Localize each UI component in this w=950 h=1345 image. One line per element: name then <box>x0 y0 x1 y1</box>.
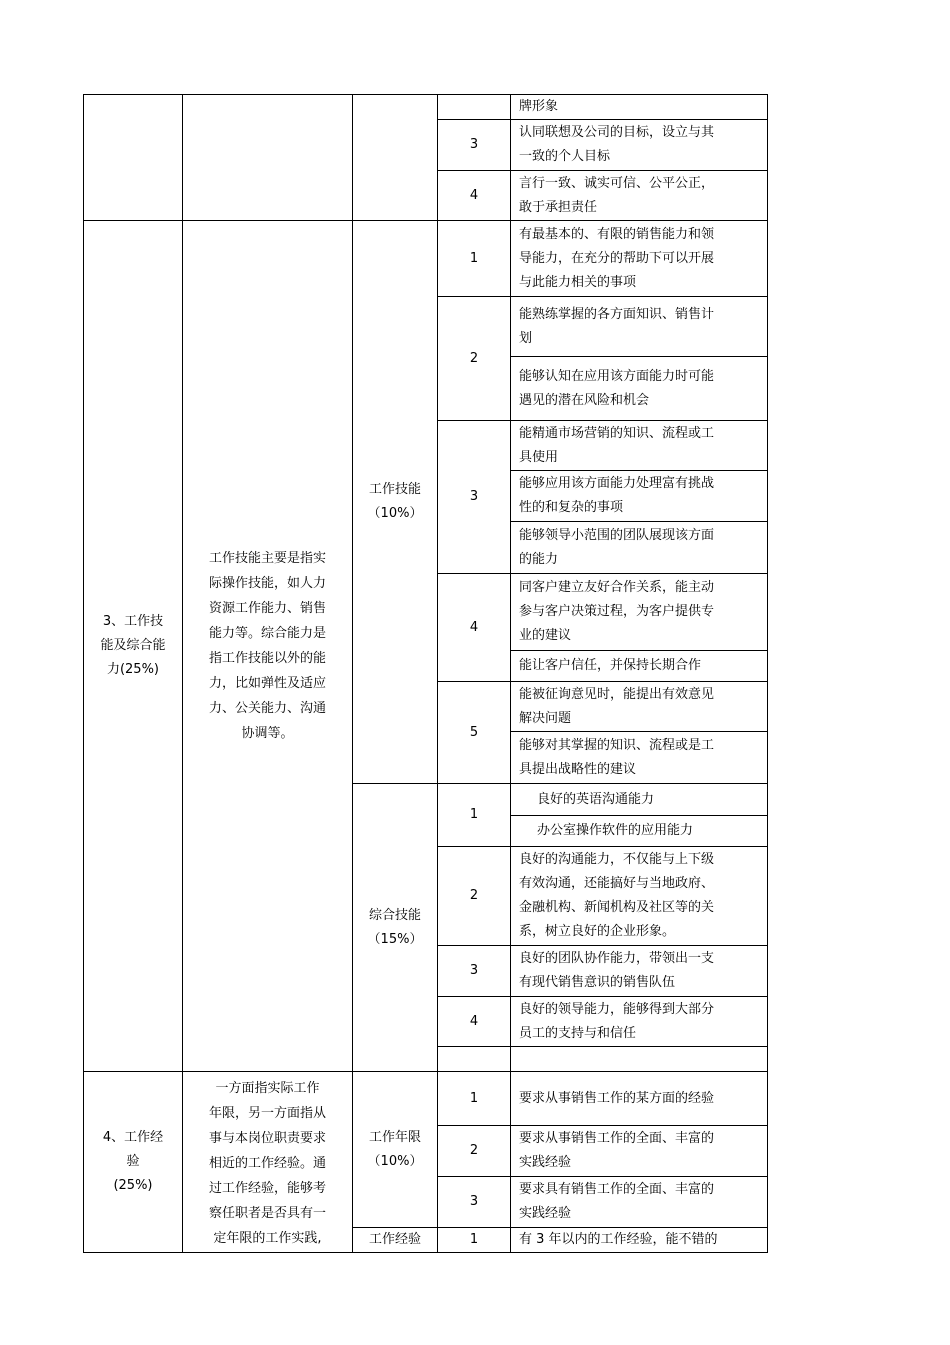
level-description: 认同联想及公司的目标，设立与其 一致的个人目标 <box>519 125 715 164</box>
category-definition: 一方面指实际工作 年限，另一方面指从 事与本岗位职责要求 相近的工作经验。通 过工作经验，能够考 察任职者是否具有一 定年限的工作实践, <box>208 1081 326 1246</box>
level-description: 言行一致、诚实可信、公平公正， 敢于承担责任 <box>519 175 715 215</box>
level-description: 要求从事销售工作的全面、丰富的 实践经验 <box>519 1131 715 1170</box>
level-number: 4 <box>469 619 479 635</box>
table-bottom-border <box>83 1252 768 1253</box>
level-description: 能精通市场营销的知识、流程或工 具使用 <box>519 425 715 465</box>
level-description: 有最基本的、有限的销售能力和领 导能力，在充分的帮助下可以开展 与此能力相关的事项 <box>519 226 715 290</box>
level-number: 1 <box>469 807 479 822</box>
category-label: 3、工作技 能及综合能 力(25%) <box>100 614 166 677</box>
level-number: 1 <box>469 250 479 266</box>
level-number <box>438 95 510 119</box>
level-number: 4 <box>469 1013 479 1029</box>
level-number: 1 <box>469 1090 479 1106</box>
level-number: 2 <box>469 350 479 366</box>
level-description: 要求具有销售工作的全面、丰富的 实践经验 <box>519 1182 715 1221</box>
level-description: 同客户建立友好合作关系，能主动 参与客户决策过程，为客户提供专 业的建议 <box>519 580 715 643</box>
level-description: 办公室操作软件的应用能力 <box>537 823 694 838</box>
level-number: 5 <box>469 724 479 740</box>
level-description: 有 3 年以内的工作经验，能不错的 <box>519 1232 718 1247</box>
category-label: 4、工作经 验 (25%) <box>102 1130 164 1193</box>
level-number: 1 <box>469 1232 479 1247</box>
level-number: 3 <box>469 963 479 978</box>
subcategory-label: 工作经验 <box>368 1232 421 1247</box>
level-description: 要求从事销售工作的某方面的经验 <box>519 1090 715 1106</box>
level-number <box>438 1047 510 1071</box>
level-description <box>511 1047 767 1071</box>
level-description: 良好的英语沟通能力 <box>537 791 655 807</box>
level-description: 良好的团队协作能力，带领出一支 有现代销售意识的销售队伍 <box>519 951 715 990</box>
level-description: 能熟练掌握的各方面知识、销售计 划 <box>519 306 715 346</box>
level-number: 2 <box>469 888 479 903</box>
level-number: 3 <box>469 1194 479 1209</box>
level-description: 良好的沟通能力，不仅能与上下级 有效沟通，还能搞好与当地政府、 金融机构、新闻机构及社区等的关 系，树立良好的企业形象。 <box>519 852 715 939</box>
level-number: 4 <box>469 187 479 203</box>
level-description: 能够应用该方面能力处理富有挑战 性的和复杂的事项 <box>519 476 715 515</box>
level-number: 2 <box>469 1143 479 1158</box>
subcategory-label: 工作技能 （10%） <box>367 482 423 521</box>
subcategory-label: 工作年限 （10%） <box>367 1129 423 1169</box>
level-description: 良好的领导能力，能够得到大部分 员工的支持与和信任 <box>519 1001 715 1041</box>
level-description: 能够认知在应用该方面能力时可能 遇见的潜在风险和机会 <box>519 368 715 408</box>
level-number: 3 <box>469 489 479 504</box>
level-number: 3 <box>469 137 479 152</box>
level-description: 能够对其掌握的知识、流程或是工 具提出战略性的建议 <box>519 737 715 777</box>
level-description: 能够领导小范围的团队展现该方面 的能力 <box>519 527 715 567</box>
level-description: 能被征询意见时，能提出有效意见 解决问题 <box>519 686 715 726</box>
level-description: 能让客户信任，并保持长期合作 <box>519 658 702 673</box>
category-definition: 工作技能主要是指实 际操作技能，如人力 资源工作能力、销售 能力等。综合能力是 指工作技能以外的能 力，比如弹性及适应 力、公关能力、沟通 协调等。 <box>208 551 326 741</box>
subcategory-label: 综合技能 （15%） <box>367 907 423 947</box>
level-description: 牌形象 <box>519 99 559 114</box>
table-right-border <box>767 94 768 1253</box>
